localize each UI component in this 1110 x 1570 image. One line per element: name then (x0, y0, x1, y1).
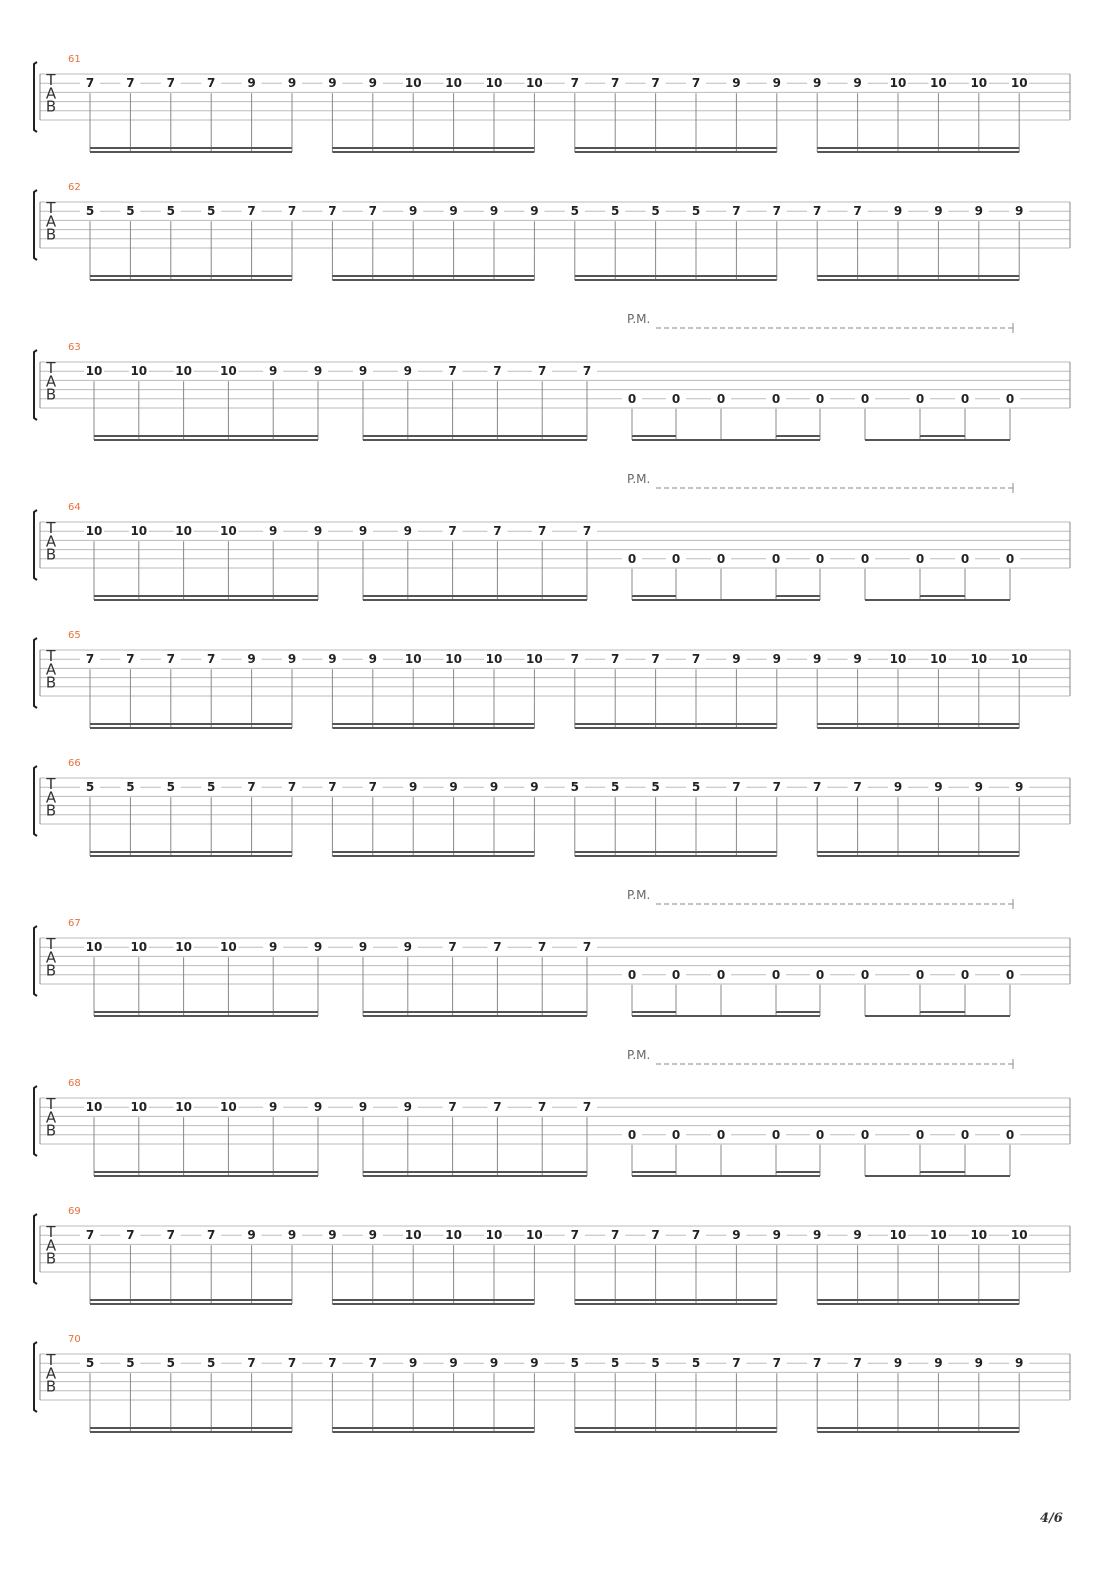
fret-number: 5 (207, 1356, 216, 1371)
fret-number: 7 (448, 524, 457, 539)
fret-number: 7 (691, 1228, 701, 1243)
fret-number: 9 (772, 76, 781, 91)
fret-number: 10 (130, 524, 148, 539)
fret-number: 9 (409, 1356, 418, 1371)
fret-number: 9 (403, 1100, 412, 1115)
fret-number: 9 (403, 364, 412, 379)
palm-mute-label: P.M. (627, 1048, 651, 1062)
fret-number: 5 (691, 1356, 701, 1371)
fret-number: 7 (368, 204, 377, 219)
tab-system (34, 1048, 1070, 1176)
fret-number: 10 (1010, 76, 1028, 91)
fret-number: 9 (449, 204, 458, 219)
fret-number: 0 (915, 551, 925, 566)
fret-number: 7 (582, 940, 592, 955)
fret-number: 9 (449, 780, 458, 795)
tab-clef-letter: B (45, 1249, 57, 1268)
fret-number: 0 (771, 551, 781, 566)
fret-number: 9 (269, 940, 278, 955)
fret-number: 7 (328, 204, 337, 219)
tab-system (34, 1206, 1070, 1304)
fret-number: 5 (611, 1356, 620, 1371)
fret-number: 10 (130, 364, 148, 379)
fret-number: 10 (220, 1100, 237, 1115)
fret-number: 10 (889, 652, 907, 667)
fret-number: 5 (207, 780, 216, 795)
fret-number: 7 (126, 1228, 135, 1243)
tab-clef-letter: A (45, 1236, 57, 1255)
fret-number: 0 (815, 1127, 825, 1142)
fret-number: 7 (247, 1356, 256, 1371)
fret-number: 0 (860, 967, 870, 982)
fret-number: 7 (166, 76, 175, 91)
fret-number: 10 (130, 940, 148, 955)
fret-number: 10 (220, 524, 237, 539)
fret-number: 10 (1010, 652, 1028, 667)
fret-number: 7 (582, 524, 592, 539)
fret-number: 9 (1015, 1356, 1024, 1371)
fret-number: 0 (716, 391, 726, 406)
fret-number: 10 (970, 1228, 988, 1243)
fret-number: 9 (247, 652, 256, 667)
fret-number: 7 (732, 780, 741, 795)
measure-number: 67 (68, 918, 81, 929)
fret-number: 5 (651, 204, 660, 219)
fret-number: 5 (691, 204, 701, 219)
fret-number: 0 (671, 967, 681, 982)
tab-clef-letter: T (46, 199, 56, 218)
fret-number: 10 (485, 652, 503, 667)
fret-number: 7 (493, 524, 502, 539)
palm-mute-label: P.M. (627, 472, 651, 486)
fret-number: 0 (1005, 967, 1015, 982)
fret-number: 7 (448, 940, 457, 955)
fret-number: 5 (651, 780, 660, 795)
fret-number: 7 (570, 1228, 579, 1243)
fret-number: 9 (313, 364, 323, 379)
system-bracket (34, 638, 37, 708)
fret-number: 9 (328, 652, 337, 667)
fret-number: 9 (358, 364, 368, 379)
fret-number: 0 (915, 967, 925, 982)
fret-number: 5 (126, 204, 135, 219)
fret-number: 9 (732, 76, 741, 91)
fret-number: 9 (313, 940, 323, 955)
fret-number: 0 (960, 967, 970, 982)
tab-clef-letter: T (46, 1351, 56, 1370)
fret-number: 5 (207, 204, 216, 219)
fret-number: 9 (893, 780, 903, 795)
tab-clef-letter: A (45, 788, 57, 807)
fret-number: 10 (889, 1228, 907, 1243)
tab-clef-letter: T (46, 519, 56, 538)
fret-number: 7 (853, 780, 862, 795)
fret-number: 9 (489, 204, 499, 219)
fret-number: 0 (716, 551, 726, 566)
fret-number: 9 (358, 524, 368, 539)
fret-number: 0 (627, 391, 637, 406)
fret-number: 5 (85, 204, 95, 219)
tab-clef-letter: A (45, 372, 57, 391)
fret-number: 7 (207, 652, 216, 667)
measure-number: 65 (68, 630, 81, 641)
fret-number: 7 (651, 652, 660, 667)
tab-clef-letter: B (45, 961, 57, 980)
fret-number: 10 (130, 1100, 148, 1115)
fret-number: 7 (570, 652, 579, 667)
system-bracket (34, 510, 37, 580)
fret-number: 0 (815, 391, 825, 406)
fret-number: 10 (1010, 1228, 1028, 1243)
fret-number: 9 (409, 204, 418, 219)
fret-number: 7 (813, 1356, 822, 1371)
fret-number: 9 (287, 76, 297, 91)
fret-number: 7 (368, 1356, 377, 1371)
fret-number: 9 (732, 1228, 741, 1243)
fret-number: 9 (449, 1356, 458, 1371)
fret-number: 7 (247, 780, 256, 795)
fret-number: 10 (404, 652, 422, 667)
fret-number: 9 (368, 76, 377, 91)
fret-number: 10 (85, 940, 103, 955)
tab-system (34, 472, 1070, 600)
fret-number: 5 (570, 1356, 579, 1371)
fret-number: 9 (358, 940, 368, 955)
fret-number: 0 (1005, 1127, 1015, 1142)
fret-number: 0 (671, 551, 681, 566)
fret-number: 5 (651, 1356, 660, 1371)
fret-number: 7 (538, 524, 547, 539)
fret-number: 9 (853, 1228, 862, 1243)
fret-number: 7 (328, 780, 337, 795)
tab-clef-letter: A (45, 84, 57, 103)
fret-number: 10 (220, 364, 237, 379)
fret-number: 9 (287, 652, 297, 667)
measure-number: 64 (68, 502, 81, 513)
fret-number: 7 (691, 76, 701, 91)
system-bracket (34, 1214, 37, 1284)
fret-number: 0 (960, 551, 970, 566)
fret-number: 9 (489, 780, 499, 795)
fret-number: 9 (853, 652, 862, 667)
fret-number: 9 (269, 524, 278, 539)
fret-number: 7 (493, 1100, 502, 1115)
fret-number: 9 (772, 1228, 781, 1243)
fret-number: 7 (732, 1356, 741, 1371)
palm-mute-label: P.M. (627, 888, 651, 902)
tab-system (34, 54, 1070, 152)
fret-number: 9 (934, 780, 943, 795)
tab-clef-letter: B (45, 1377, 57, 1396)
fret-number: 10 (526, 1228, 543, 1243)
fret-number: 9 (530, 780, 539, 795)
fret-number: 0 (1005, 391, 1015, 406)
fret-number: 7 (85, 1228, 95, 1243)
tab-clef-letter: B (45, 97, 57, 116)
fret-number: 0 (771, 391, 781, 406)
fret-number: 9 (813, 76, 822, 91)
system-bracket (34, 1342, 37, 1412)
fret-number: 10 (175, 940, 192, 955)
fret-number: 0 (627, 1127, 637, 1142)
fret-number: 7 (538, 364, 547, 379)
fret-number: 7 (287, 204, 297, 219)
fret-number: 9 (313, 1100, 323, 1115)
fret-number: 10 (970, 76, 988, 91)
fret-number: 7 (368, 780, 377, 795)
fret-number: 0 (960, 391, 970, 406)
fret-number: 0 (860, 551, 870, 566)
fret-number: 10 (85, 364, 103, 379)
fret-number: 9 (530, 1356, 539, 1371)
system-bracket (34, 350, 37, 420)
tab-clef-letter: T (46, 359, 56, 378)
fret-number: 9 (813, 652, 822, 667)
fret-number: 0 (627, 967, 637, 982)
fret-number: 10 (485, 1228, 503, 1243)
measure-number: 61 (68, 54, 81, 65)
fret-number: 5 (611, 204, 620, 219)
fret-number: 9 (813, 1228, 822, 1243)
tab-system (34, 182, 1070, 280)
fret-number: 9 (328, 1228, 337, 1243)
fret-number: 10 (404, 1228, 422, 1243)
fret-number: 9 (934, 204, 943, 219)
fret-number: 10 (85, 1100, 103, 1115)
fret-number: 9 (1015, 204, 1024, 219)
measure-number: 69 (68, 1206, 81, 1217)
fret-number: 9 (409, 780, 418, 795)
fret-number: 7 (493, 364, 502, 379)
tab-clef-letter: B (45, 1121, 57, 1140)
fret-number: 7 (126, 652, 135, 667)
fret-number: 7 (611, 76, 620, 91)
fret-number: 9 (974, 780, 983, 795)
fret-number: 9 (328, 76, 337, 91)
fret-number: 9 (853, 76, 862, 91)
fret-number: 7 (166, 652, 175, 667)
fret-number: 7 (813, 204, 822, 219)
fret-number: 7 (166, 1228, 175, 1243)
fret-number: 7 (732, 204, 741, 219)
fret-number: 0 (771, 1127, 781, 1142)
fret-number: 7 (85, 652, 95, 667)
fret-number: 7 (853, 1356, 862, 1371)
fret-number: 9 (974, 204, 983, 219)
fret-number: 9 (772, 652, 781, 667)
fret-number: 9 (368, 1228, 377, 1243)
fret-number: 7 (611, 1228, 620, 1243)
fret-number: 0 (815, 967, 825, 982)
fret-number: 0 (671, 1127, 681, 1142)
fret-number: 10 (526, 76, 543, 91)
fret-number: 9 (530, 204, 539, 219)
fret-number: 0 (716, 1127, 726, 1142)
tab-clef-letter: A (45, 948, 57, 967)
fret-number: 9 (358, 1100, 368, 1115)
fret-number: 10 (175, 364, 192, 379)
fret-number: 9 (489, 1356, 499, 1371)
fret-number: 0 (915, 391, 925, 406)
fret-number: 9 (403, 524, 412, 539)
fret-number: 5 (570, 780, 579, 795)
tab-clef-letter: B (45, 225, 57, 244)
tab-clef-letter: A (45, 532, 57, 551)
fret-number: 9 (974, 1356, 983, 1371)
fret-number: 7 (207, 1228, 216, 1243)
fret-number: 7 (651, 76, 660, 91)
tab-clef-letter: A (45, 1108, 57, 1127)
measure-number: 68 (68, 1078, 81, 1089)
fret-number: 7 (448, 1100, 457, 1115)
tab-system (34, 630, 1070, 728)
fret-number: 10 (175, 524, 192, 539)
fret-number: 7 (651, 1228, 660, 1243)
fret-number: 0 (960, 1127, 970, 1142)
system-bracket (34, 190, 37, 260)
tab-system (34, 1334, 1070, 1432)
fret-number: 7 (813, 780, 822, 795)
fret-number: 7 (126, 76, 135, 91)
fret-number: 5 (126, 780, 135, 795)
fret-number: 5 (166, 780, 175, 795)
tab-clef-letter: T (46, 1095, 56, 1114)
fret-number: 7 (328, 1356, 337, 1371)
fret-number: 9 (287, 1228, 297, 1243)
fret-number: 10 (404, 76, 422, 91)
fret-number: 10 (175, 1100, 192, 1115)
tab-clef-letter: B (45, 673, 57, 692)
fret-number: 0 (627, 551, 637, 566)
measure-number: 62 (68, 182, 81, 193)
fret-number: 7 (582, 1100, 592, 1115)
fret-number: 5 (691, 780, 701, 795)
fret-number: 5 (611, 780, 620, 795)
fret-number: 7 (611, 652, 620, 667)
fret-number: 9 (247, 1228, 256, 1243)
tab-clef-letter: T (46, 71, 56, 90)
palm-mute-label: P.M. (627, 312, 651, 326)
tab-clef-letter: T (46, 647, 56, 666)
fret-number: 0 (915, 1127, 925, 1142)
fret-number: 7 (772, 780, 781, 795)
fret-number: 0 (1005, 551, 1015, 566)
fret-number: 0 (671, 391, 681, 406)
measure-number: 63 (68, 342, 81, 353)
tab-clef-letter: B (45, 801, 57, 820)
fret-number: 7 (207, 76, 216, 91)
fret-number: 5 (166, 204, 175, 219)
fret-number: 0 (771, 967, 781, 982)
fret-number: 7 (287, 780, 297, 795)
tab-system (34, 758, 1070, 856)
fret-number: 7 (287, 1356, 297, 1371)
fret-number: 0 (860, 1127, 870, 1142)
tab-clef-letter: B (45, 385, 57, 404)
fret-number: 10 (220, 940, 237, 955)
measure-number: 70 (68, 1334, 81, 1345)
tab-clef-letter: A (45, 1364, 57, 1383)
fret-number: 10 (970, 652, 988, 667)
tab-clef-letter: B (45, 545, 57, 564)
fret-number: 10 (889, 76, 907, 91)
fret-number: 5 (85, 1356, 95, 1371)
fret-number: 10 (445, 652, 462, 667)
fret-number: 7 (448, 364, 457, 379)
tab-clef-letter: T (46, 775, 56, 794)
fret-number: 5 (570, 204, 579, 219)
tab-system (34, 312, 1070, 440)
fret-number: 7 (691, 652, 701, 667)
fret-number: 7 (772, 204, 781, 219)
fret-number: 0 (716, 967, 726, 982)
fret-number: 9 (732, 652, 741, 667)
fret-number: 10 (930, 652, 947, 667)
fret-number: 10 (85, 524, 103, 539)
system-bracket (34, 766, 37, 836)
fret-number: 9 (269, 1100, 278, 1115)
fret-number: 10 (445, 1228, 462, 1243)
tab-clef-letter: T (46, 935, 56, 954)
fret-number: 10 (526, 652, 543, 667)
fret-number: 7 (570, 76, 579, 91)
fret-number: 10 (485, 76, 503, 91)
fret-number: 5 (166, 1356, 175, 1371)
tab-system (34, 888, 1070, 1016)
fret-number: 9 (893, 1356, 903, 1371)
fret-number: 0 (860, 391, 870, 406)
fret-number: 7 (85, 76, 95, 91)
system-bracket (34, 926, 37, 996)
fret-number: 10 (445, 76, 462, 91)
fret-number: 7 (247, 204, 256, 219)
system-bracket (34, 1086, 37, 1156)
fret-number: 9 (368, 652, 377, 667)
fret-number: 9 (247, 76, 256, 91)
tab-clef-letter: A (45, 660, 57, 679)
fret-number: 9 (313, 524, 323, 539)
measure-number: 66 (68, 758, 81, 769)
tab-clef-letter: T (46, 1223, 56, 1242)
fret-number: 9 (269, 364, 278, 379)
fret-number: 7 (493, 940, 502, 955)
fret-number: 5 (126, 1356, 135, 1371)
fret-number: 9 (934, 1356, 943, 1371)
fret-number: 9 (403, 940, 412, 955)
fret-number: 5 (85, 780, 95, 795)
fret-number: 9 (1015, 780, 1024, 795)
fret-number: 7 (538, 1100, 547, 1115)
page-number: 4/6 (1040, 1511, 1063, 1526)
system-bracket (34, 62, 37, 132)
fret-number: 7 (538, 940, 547, 955)
fret-number: 7 (582, 364, 592, 379)
fret-number: 0 (815, 551, 825, 566)
fret-number: 7 (853, 204, 862, 219)
tab-clef-letter: A (45, 212, 57, 231)
fret-number: 7 (772, 1356, 781, 1371)
fret-number: 10 (930, 1228, 947, 1243)
fret-number: 10 (930, 76, 947, 91)
fret-number: 9 (893, 204, 903, 219)
